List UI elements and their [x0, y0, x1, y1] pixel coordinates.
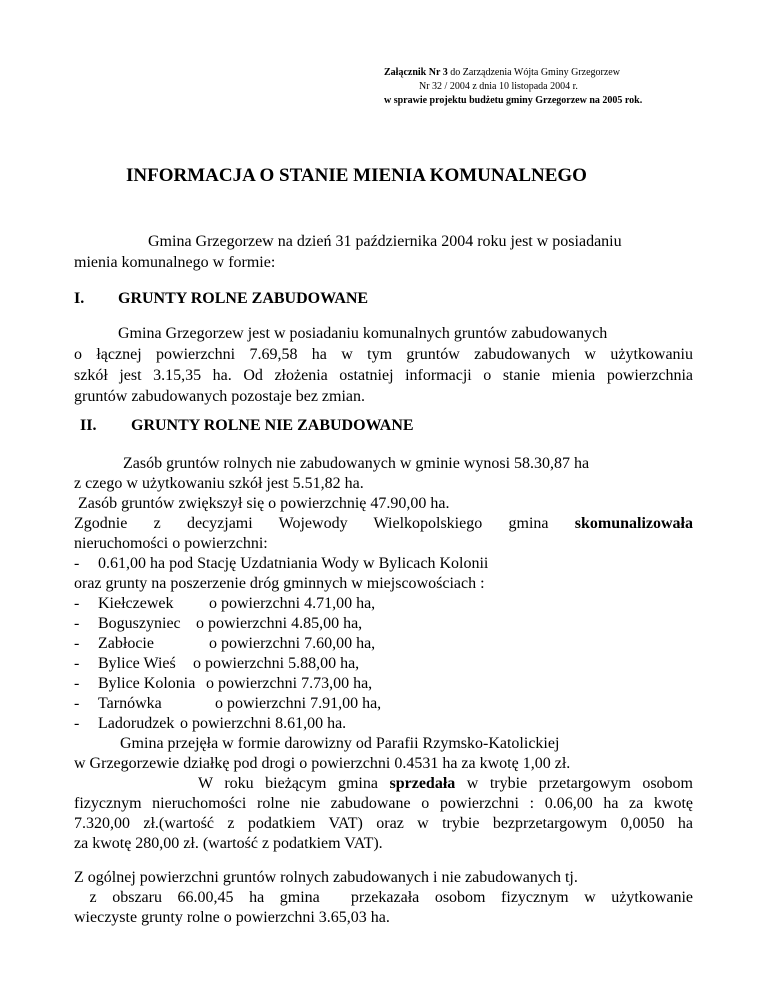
- road-place: Zabłocie: [98, 635, 154, 652]
- road-place: Bylice Wieś: [98, 655, 176, 672]
- section-2-p2-line-1: [74, 516, 693, 532]
- section-2-heading: GRUNTY ROLNE NIE ZABUDOWANE: [131, 417, 414, 434]
- closing-line-1: Z ogólnej powierzchni gruntów rolnych zabudowanych i nie zabudowanych tj.: [74, 869, 578, 886]
- road-area: o powierzchni 8.61,00 ha.: [180, 715, 347, 732]
- road-area: o powierzchni 7.73,00 ha,: [206, 675, 373, 692]
- sale-line-1: [198, 776, 693, 792]
- section-1-number: I.: [74, 290, 85, 307]
- sale-text-pre: W roku bieżącym gmina: [198, 775, 390, 792]
- document-title: INFORMACJA O STANIE MIENIA KOMUNALNEGO: [126, 165, 587, 186]
- section-2-p1-line-2: z czego w użytkowaniu szkół jest 5.51,82 ha.: [74, 475, 364, 492]
- closing-line-2: z obszaru 66.00,45 ha gmina przekazała osobom fizycznym w użytkowanie: [74, 889, 693, 906]
- section-2-number: II.: [80, 417, 97, 434]
- list-dash: -: [74, 635, 80, 652]
- road-place: Tarnówka: [98, 695, 162, 712]
- list-dash: -: [74, 715, 80, 732]
- communalization-text: Zgodnie z decyzjami Wojewody Wielkopolskiego gmina: [74, 515, 575, 532]
- section-1-line-3: szkół jest 3.15,35 ha. Od złożenia ostatniej informacji o stanie mienia powierzchnia: [74, 367, 693, 384]
- road-area: o powierzchni 4.85,00 ha,: [196, 615, 363, 632]
- road-place: Boguszyniec: [98, 615, 181, 632]
- list-dash: -: [74, 655, 80, 672]
- attachment-header-line2: Nr 32 / 2004 z dnia 10 listopada 2004 r.: [419, 81, 578, 92]
- list-dash: -: [74, 615, 80, 632]
- road-place: Kiełczewek: [98, 595, 174, 612]
- attachment-header-line1: [384, 68, 620, 78]
- road-place: Bylice Kolonia: [98, 675, 196, 692]
- donation-line-2: w Grzegorzewie działkę pod drogi o powierzchni 0.4531 ha za kwotę 1,00 zł.: [74, 755, 571, 772]
- list-dash: -: [74, 595, 80, 612]
- section-1-line-2: o łącznej powierzchni 7.69,58 ha w tym gruntów zabudowanych w użytkowaniu: [74, 346, 693, 363]
- intro-line-2: mienia komunalnego w formie:: [74, 254, 276, 271]
- sale-line-4: za kwotę 280,00 zł. (wartość z podatkiem VAT).: [74, 835, 383, 852]
- attachment-number: Załącznik Nr 3: [384, 67, 448, 78]
- list-dash: -: [74, 695, 80, 712]
- communalized-keyword: skomunalizowała: [574, 515, 693, 532]
- section-1-line-4: gruntów zabudowanych pozostaje bez zmian.: [74, 388, 366, 405]
- closing-line-3: wieczyste grunty rolne o powierzchni 3.65,03 ha.: [74, 909, 390, 926]
- attachment-reference: do Zarządzenia Wójta Gminy Grzegorzew: [447, 67, 620, 78]
- road-area: o powierzchni 7.60,00 ha,: [209, 635, 376, 652]
- road-area: o powierzchni 7.91,00 ha,: [215, 695, 382, 712]
- list-dash: -: [74, 555, 80, 572]
- section-2-p1-line-1: Zasób gruntów rolnych nie zabudowanych w gminie wynosi 58.30,87 ha: [123, 455, 590, 472]
- donation-line-1: Gmina przejęła w formie darowizny od Parafii Rzymsko-Katolickiej: [120, 735, 560, 752]
- attachment-header-line3: w sprawie projektu budżetu gminy Grzegorzew na 2005 rok.: [384, 95, 643, 106]
- sale-line-2: fizycznym nieruchomości rolne nie zabudowane o powierzchni : 0.06,00 ha za kwotę: [74, 795, 693, 812]
- section-2-p2-line-2: nieruchomości o powierzchni:: [74, 535, 268, 552]
- roads-intro: oraz grunty na poszerzenie dróg gminnych w miejscowościach :: [74, 575, 485, 592]
- station-item: 0.61,00 ha pod Stację Uzdatniania Wody w Bylicach Kolonii: [98, 555, 489, 572]
- sale-text-post: w trybie przetargowym osobom: [455, 775, 693, 792]
- intro-line-1: Gmina Grzegorzew na dzień 31 października 2004 roku jest w posiadaniu: [148, 233, 622, 250]
- sold-keyword: sprzedała: [389, 775, 456, 792]
- road-place: Ladorudzek: [98, 715, 175, 732]
- section-1-heading: GRUNTY ROLNE ZABUDOWANE: [118, 290, 369, 307]
- section-2-p1-line-3: Zasób gruntów zwiększył się o powierzchnię 47.90,00 ha.: [78, 495, 450, 512]
- road-area: o powierzchni 5.88,00 ha,: [193, 655, 360, 672]
- sale-line-3: 7.320,00 zł.(wartość z podatkiem VAT) oraz w trybie bezprzetargowym 0,0050 ha: [74, 815, 693, 832]
- list-dash: -: [74, 675, 80, 692]
- road-area: o powierzchni 4.71,00 ha,: [209, 595, 376, 612]
- section-1-line-1: Gmina Grzegorzew jest w posiadaniu komunalnych gruntów zabudowanych: [118, 325, 608, 342]
